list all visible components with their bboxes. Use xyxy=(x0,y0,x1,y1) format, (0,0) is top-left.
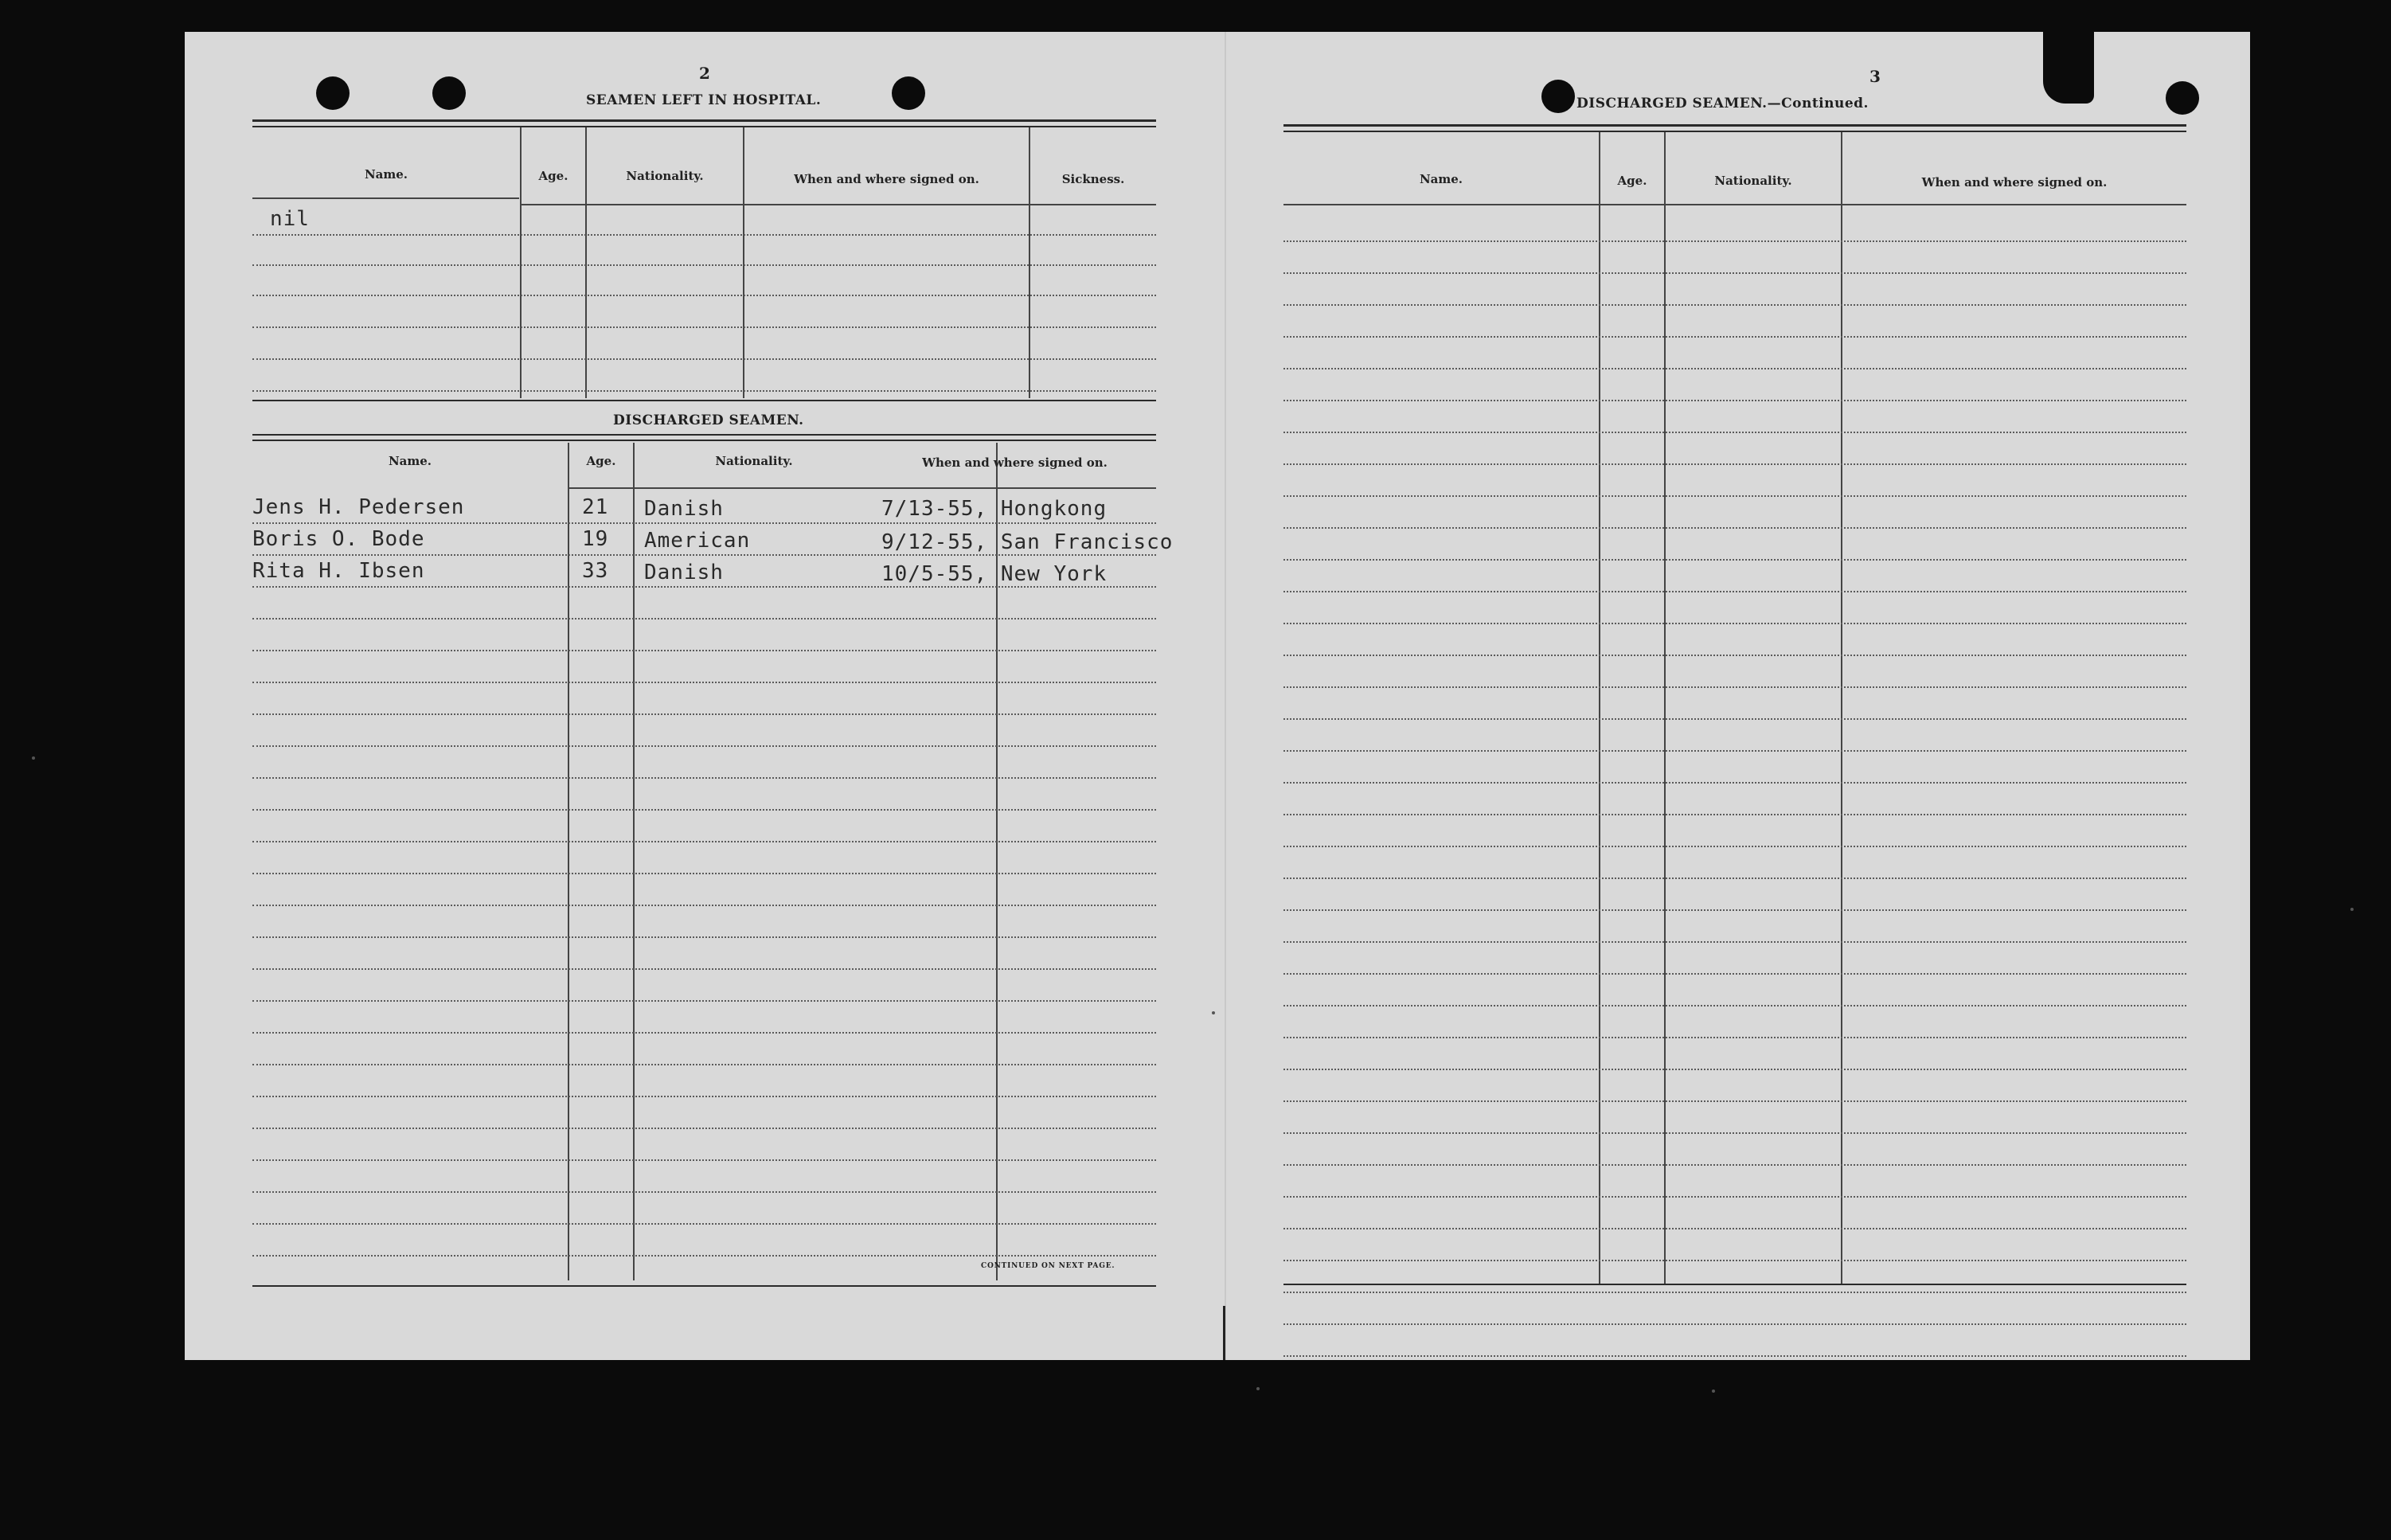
ruled-line xyxy=(1283,400,2186,401)
ruled-line xyxy=(1283,336,2186,338)
ruled-line xyxy=(1283,559,2186,561)
ruled-line xyxy=(1283,1196,2186,1198)
column-header: Name. xyxy=(364,167,408,182)
ruled-line xyxy=(252,1096,1156,1097)
ruled-line xyxy=(252,777,1156,779)
ruled-line xyxy=(252,650,1156,651)
ruled-line xyxy=(1283,1260,2186,1261)
column-header: Age. xyxy=(586,454,616,468)
ruled-line xyxy=(1283,368,2186,369)
ruled-line xyxy=(252,234,1156,236)
page-number: 2 xyxy=(699,64,711,83)
section-rule xyxy=(252,400,1156,401)
ruled-line xyxy=(1283,686,2186,688)
fold-mark xyxy=(1223,1306,1225,1360)
seaman-name: Boris O. Bode xyxy=(252,527,425,551)
ruled-line xyxy=(1283,623,2186,624)
column-divider xyxy=(568,443,569,1280)
seaman-signed-on: 10/5-55, New York xyxy=(881,562,1108,586)
ruled-line xyxy=(252,873,1156,874)
ruled-line xyxy=(1283,432,2186,433)
header-rule xyxy=(520,204,1156,205)
section-rule xyxy=(252,434,1156,436)
ruled-line xyxy=(1283,1100,2186,1102)
ruled-line xyxy=(1283,909,2186,911)
ruled-line xyxy=(252,390,1156,392)
ruled-line xyxy=(1283,527,2186,529)
ruled-line xyxy=(1283,1292,2186,1293)
seaman-nationality: Danish xyxy=(644,561,724,584)
column-header: Name. xyxy=(388,454,432,468)
seaman-name: Rita H. Ibsen xyxy=(252,559,425,583)
ruled-line xyxy=(252,264,1156,266)
column-divider xyxy=(1029,127,1030,398)
header-rule xyxy=(568,487,1156,489)
ruled-line xyxy=(1283,463,2186,465)
ruled-line xyxy=(1283,750,2186,752)
ruled-line xyxy=(252,1000,1156,1002)
page-number: 3 xyxy=(1869,67,1881,86)
seaman-name: Jens H. Pedersen xyxy=(252,495,465,519)
column-header: When and where signed on. xyxy=(794,172,979,186)
speck xyxy=(1712,1390,1715,1393)
ruled-line xyxy=(1283,655,2186,656)
continued-section-title: DISCHARGED SEAMEN.—Continued. xyxy=(1576,96,1869,111)
punch-hole xyxy=(432,76,466,110)
discharged-section-title: DISCHARGED SEAMEN. xyxy=(613,412,804,428)
ruled-line xyxy=(252,1223,1156,1225)
ruled-line xyxy=(1283,1037,2186,1038)
header-rule xyxy=(1283,204,2186,205)
ruled-line xyxy=(1283,973,2186,975)
seaman-signed-on: 7/13-55, Hongkong xyxy=(881,497,1108,521)
ruled-line xyxy=(252,295,1156,296)
top-rule xyxy=(1283,124,2186,127)
document-spread xyxy=(185,32,2250,1360)
bottom-rule xyxy=(252,1285,1156,1287)
seaman-age: 21 xyxy=(582,495,609,519)
ruled-line xyxy=(252,1128,1156,1129)
ruled-line xyxy=(1283,941,2186,943)
ruled-line xyxy=(252,841,1156,842)
column-divider xyxy=(633,443,635,1280)
punch-hole xyxy=(2166,81,2199,115)
ruled-line xyxy=(252,1191,1156,1193)
ruled-line xyxy=(252,968,1156,970)
ruled-line xyxy=(252,1064,1156,1065)
ruled-line xyxy=(252,809,1156,811)
speck xyxy=(1256,1387,1260,1390)
seaman-nationality: American xyxy=(644,529,751,553)
column-header: When and where signed on. xyxy=(1921,175,2108,190)
ruled-line xyxy=(252,522,1156,524)
continued-table xyxy=(1283,132,2186,1285)
column-header: Nationality. xyxy=(1714,174,1792,188)
seaman-nationality: Danish xyxy=(644,497,724,521)
ruled-line xyxy=(252,745,1156,747)
ruled-line xyxy=(252,905,1156,906)
ruled-line xyxy=(1283,240,2186,242)
header-rule xyxy=(252,197,519,199)
column-header: Name. xyxy=(1419,172,1463,186)
column-header: When and where signed on. xyxy=(922,455,1108,470)
ruled-line xyxy=(252,358,1156,360)
ruled-line xyxy=(252,936,1156,938)
column-header: Sickness. xyxy=(1061,172,1125,186)
ruled-line xyxy=(1283,846,2186,847)
ruled-line xyxy=(1283,1005,2186,1006)
hospital-entry: nil xyxy=(270,207,310,231)
ruled-line xyxy=(1283,495,2186,497)
ruled-line xyxy=(252,554,1156,556)
column-header: Age. xyxy=(1617,174,1647,188)
section-rule xyxy=(252,440,1156,441)
column-header: Age. xyxy=(538,169,568,183)
speck xyxy=(1212,1011,1215,1014)
ruled-line xyxy=(1283,591,2186,592)
right-page xyxy=(1228,32,2250,1360)
ruled-line xyxy=(1283,782,2186,784)
ruled-line xyxy=(252,1159,1156,1161)
top-rule xyxy=(252,119,1156,122)
ruled-line xyxy=(252,618,1156,620)
ruled-line xyxy=(1283,814,2186,815)
ruled-line xyxy=(1283,1132,2186,1134)
ruled-line xyxy=(1283,718,2186,720)
ruled-line xyxy=(252,326,1156,328)
ruled-line xyxy=(252,586,1156,588)
column-divider xyxy=(585,127,587,398)
torn-corner xyxy=(2043,32,2094,104)
ruled-line xyxy=(252,1255,1156,1257)
seaman-age: 19 xyxy=(582,527,609,551)
ruled-line xyxy=(1283,1355,2186,1357)
ruled-line xyxy=(1283,1323,2186,1325)
ruled-line xyxy=(1283,272,2186,274)
ruled-line xyxy=(1283,304,2186,306)
punch-hole xyxy=(1541,80,1575,113)
punch-hole xyxy=(892,76,925,110)
punch-hole xyxy=(316,76,350,110)
page-fold xyxy=(1225,32,1226,1360)
seaman-signed-on: 9/12-55, San Francisco xyxy=(881,530,1174,554)
ruled-line xyxy=(252,713,1156,715)
discharged-table xyxy=(252,443,1174,1280)
speck xyxy=(2350,908,2354,911)
ruled-line xyxy=(252,682,1156,683)
column-header: Nationality. xyxy=(626,169,704,183)
ruled-line xyxy=(1283,877,2186,879)
bottom-rule xyxy=(1283,1284,2186,1285)
column-divider xyxy=(743,127,744,398)
seaman-age: 33 xyxy=(582,559,609,583)
hospital-table xyxy=(252,127,1156,398)
continued-note: CONTINUED ON NEXT PAGE. xyxy=(981,1262,1115,1270)
ruled-line xyxy=(1283,1069,2186,1070)
hospital-section-title: SEAMEN LEFT IN HOSPITAL. xyxy=(586,92,822,108)
ruled-line xyxy=(1283,1228,2186,1229)
ruled-line xyxy=(252,1032,1156,1034)
left-page xyxy=(185,32,1228,1360)
speck xyxy=(32,756,35,760)
column-header: Nationality. xyxy=(715,454,793,468)
column-divider xyxy=(520,127,522,398)
ruled-line xyxy=(1283,1164,2186,1166)
